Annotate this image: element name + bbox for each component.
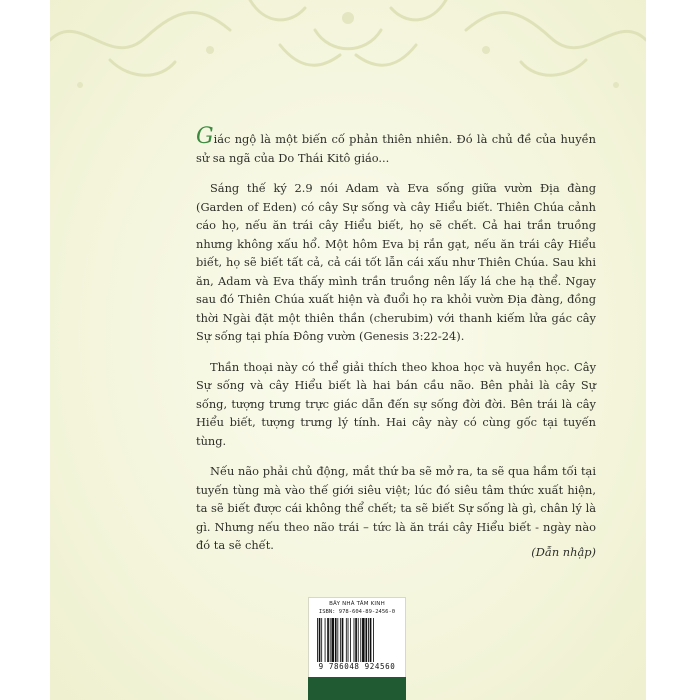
- isbn-text: ISBN: 978-604-89-2456-0: [318, 609, 396, 615]
- paragraph-3: Thần thoại này có thể giải thích theo khoa học và huyền học. Cây Sự sống và cây Hiểu biết là hai bán cầu não. Bên phải là cây Sự sống, tượng trưng trực giác dẫn đến sự sống đời đời. Bên trái là cây Hiểu biết, tượng trưng lý tính. Hai cây này có cùng gốc tại tuyến tùng.: [196, 359, 596, 448]
- barcode-number: 9 786048 924560: [318, 662, 396, 671]
- ornamental-border: [50, 0, 646, 110]
- publisher-name: BÂY NHÀ TÂM KINH: [329, 601, 385, 607]
- barcode-icon: [317, 618, 397, 662]
- paragraph-4: Nếu não phải chủ động, mắt thứ ba sẽ mở ra, ta sẽ qua hầm tối tại tuyến tùng mà vào thế giới siêu việt; lúc đó siêu tâm thức xuất hiện, ta sẽ biết được cái không thể chết; ta sẽ biết Sự sống là gì, chân lý là gì. Nhưng nếu theo não trái – tức là ăn trái cây Hiểu biết - ngày nào đó ta sẽ chết.: [196, 464, 596, 552]
- barcode-label: [308, 597, 406, 679]
- attribution: (Dẫn nhập): [531, 545, 596, 559]
- paragraph-1-text: iác ngộ là một biến cố phản thiên nhiên. Đó là chủ đề của huyền sử sa ngã của Do Thái Kitô giáo...: [196, 132, 596, 165]
- book-back-cover: [50, 0, 646, 700]
- spine-color-band: [308, 677, 406, 700]
- paragraph-1: [196, 124, 596, 167]
- excerpt-text: [196, 124, 596, 567]
- drop-cap: G: [196, 124, 214, 149]
- paragraph-2: Sáng thế ký 2.9 nói Adam và Eva sống giữa vườn Địa đàng (Garden of Eden) có cây Sự sống và cây Hiểu biết. Thiên Chúa cảnh cáo họ, nếu ăn trái cây Hiểu biết, họ sẽ chết. Cả hai trần truồng nhưng không xấu hổ. Một hôm Eva bị rắn gạt, nếu ăn trái cây Hiểu biết, họ sẽ biết tất cả, cả cái tốt lẫn cái xấu như Thiên Chúa. Sau khi ăn, Adam và Eva thấy mình trần truồng nên lấy lá che hạ thể. Ngay sau đó Thiên Chúa xuất hiện và đuổi họ ra khỏi vườn Địa đàng, đồng thời Ngài đặt một thiên thần (cherubim) với thanh kiếm lửa gác cây Sự sống tại phía Đông vườn (Genesis 3:22-24).: [196, 181, 596, 343]
